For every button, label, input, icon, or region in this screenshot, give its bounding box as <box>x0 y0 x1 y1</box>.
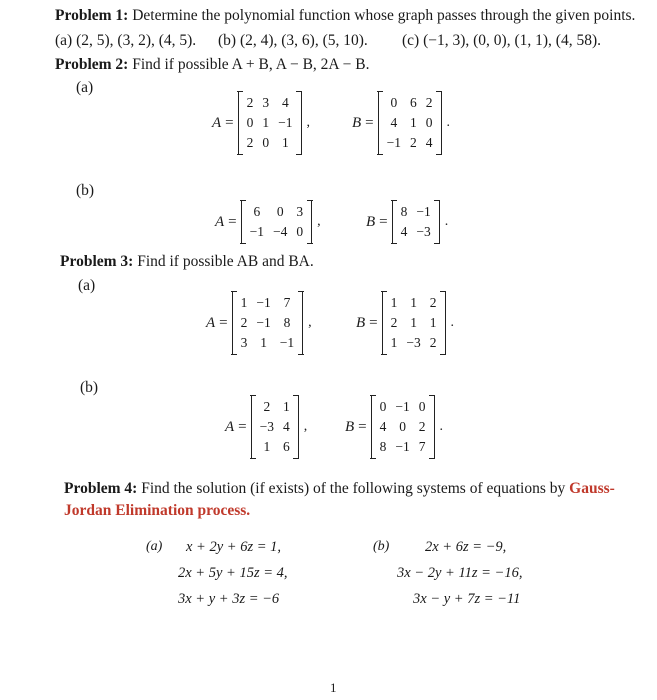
matrix-cell: 0 <box>390 95 398 110</box>
matrix-cell: 3 <box>240 335 248 350</box>
problem-3-title: Problem 3: <box>60 253 134 270</box>
p2-b-matrix-A-group <box>215 201 321 243</box>
method-name-part2: Jordan Elimination process. <box>64 502 251 519</box>
problem-3-heading <box>60 252 314 272</box>
matrix-cell: 1 <box>410 295 417 310</box>
method-name-part1: Gauss- <box>569 480 615 497</box>
matrix-A-label: A <box>225 418 235 435</box>
period: . <box>439 419 444 434</box>
p3-a-matrix-A-group <box>206 292 312 354</box>
matrix-cell: −1 <box>386 135 402 150</box>
matrix-cell: −1 <box>256 295 271 310</box>
matrix-cell: 1 <box>410 315 417 330</box>
matrix-cell: 7 <box>283 295 291 310</box>
equals-sign: = <box>358 418 367 435</box>
problem-2-part-a-label: (a) <box>76 79 94 96</box>
matrix-cell: 2 <box>240 315 248 330</box>
method-name-line2 <box>64 501 250 521</box>
p2-a-matrix-A <box>238 92 302 154</box>
page-number: 1 <box>330 680 337 695</box>
equals-sign: = <box>219 314 228 331</box>
problem-4-title: Problem 4: <box>64 480 138 497</box>
matrix-cell: −1 <box>249 224 265 239</box>
matrix-B-label: B <box>352 114 362 131</box>
matrix-cell: 2 <box>246 135 254 150</box>
matrix-A-label: A <box>215 213 225 230</box>
matrix-cell: 4 <box>390 115 398 130</box>
matrix-A-label: A <box>206 314 216 331</box>
comma: , <box>306 115 311 130</box>
system-a-eq-1: x + 2y + 6z = 1, <box>186 539 281 555</box>
problem-2-part-b-label: (b) <box>76 182 95 199</box>
period: . <box>450 315 455 330</box>
matrix-cell: −1 <box>395 399 410 414</box>
p3-b-matrix-B-group <box>345 396 443 458</box>
matrix-cell: 6 <box>253 204 261 219</box>
matrix-cell: 1 <box>429 315 437 330</box>
matrix-cell: 0 <box>379 399 387 414</box>
matrix-cell: 2 <box>429 295 437 310</box>
matrix-cell: 2 <box>390 315 398 330</box>
matrix-cell: 0 <box>246 115 254 130</box>
p3-b-matrix-A <box>251 396 299 458</box>
p3-a-matrix-B <box>382 292 446 354</box>
comma: , <box>303 419 308 434</box>
matrix-cell: 4 <box>379 419 387 434</box>
matrix-cell: 8 <box>283 315 291 330</box>
matrix-cell: 0 <box>418 399 426 414</box>
matrix-cell: 0 <box>276 204 284 219</box>
matrix-cell: 2 <box>246 95 254 110</box>
matrix-cell: 1 <box>262 115 270 130</box>
problem-2-title: Problem 2: <box>55 56 129 73</box>
matrix-B-label: B <box>345 418 355 435</box>
matrix-cell: 2 <box>410 135 417 150</box>
system-a-eq-3: 3x + y + 3z = −6 <box>178 591 280 607</box>
matrix-cell: 4 <box>425 135 433 150</box>
matrix-cell: 1 <box>240 295 248 310</box>
matrix-cell: 0 <box>425 115 433 130</box>
matrix-cell: 1 <box>281 135 289 150</box>
period: . <box>446 115 451 130</box>
equals-sign: = <box>225 114 234 131</box>
matrix-cell: −1 <box>256 315 271 330</box>
period: . <box>444 214 449 229</box>
p2-b-matrix-B-group <box>366 201 448 243</box>
problem-1-text: Determine the polynomial function whose graph passes through the given points. <box>128 7 636 24</box>
system-a-eq-2: 2x + 5y + 15z = 4, <box>178 565 288 581</box>
problem-2-text: Find if possible A + B, A − B, 2A − B. <box>128 56 370 73</box>
problem-3-part-a-label: (a) <box>78 277 96 294</box>
p3-b-matrix-B <box>371 396 435 458</box>
matrix-cell: 1 <box>410 115 417 130</box>
equals-sign: = <box>238 418 247 435</box>
matrix-cell: 6 <box>283 439 290 454</box>
matrix-cell: 1 <box>260 335 267 350</box>
system-b-label: (b) <box>373 539 390 554</box>
matrix-cell: −3 <box>416 224 431 239</box>
matrix-cell: −1 <box>278 115 293 130</box>
matrix-cell: −4 <box>273 224 288 239</box>
problem-4-text: Find the solution (if exists) of the following systems of equations by <box>137 480 570 497</box>
matrix-cell: 6 <box>410 95 417 110</box>
equals-sign: = <box>379 213 388 230</box>
problem-1-title: Problem 1: <box>55 7 129 24</box>
matrix-A-label: A <box>212 114 222 131</box>
system-b-eq-2: 3x − 2y + 11z = −16, <box>397 565 523 581</box>
p3-a-matrix-A <box>232 292 304 354</box>
equals-sign: = <box>369 314 378 331</box>
p2-b-matrix-A <box>241 201 313 243</box>
matrix-cell: 2 <box>429 335 437 350</box>
matrix-cell: 2 <box>263 399 271 414</box>
system-b <box>397 534 522 612</box>
problem-1-heading <box>55 6 635 26</box>
matrix-cell: 1 <box>390 335 398 350</box>
matrix-cell: 4 <box>283 419 290 434</box>
p3-b-matrix-A-group <box>225 396 307 458</box>
problem-3-text: Find if possible AB and BA. <box>133 253 314 270</box>
matrix-cell: 1 <box>283 399 290 414</box>
p2-a-matrix-A-group <box>212 92 310 154</box>
matrix-cell: 4 <box>281 95 289 110</box>
matrix-cell: 1 <box>263 439 271 454</box>
matrix-cell: 3 <box>262 95 270 110</box>
matrix-cell: −1 <box>395 439 410 454</box>
problem-1-part-c: (c) (−1, 3), (0, 0), (1, 1), (4, 58). <box>402 32 601 49</box>
matrix-cell: −3 <box>259 419 275 434</box>
problem-3-part-b-label: (b) <box>80 379 99 396</box>
matrix-cell: 8 <box>400 204 408 219</box>
matrix-cell: 0 <box>399 419 406 434</box>
matrix-B-label: B <box>366 213 376 230</box>
matrix-cell: 0 <box>262 135 270 150</box>
system-a <box>178 534 288 612</box>
matrix-cell: 0 <box>296 224 304 239</box>
equals-sign: = <box>365 114 374 131</box>
p2-b-matrix-B <box>392 201 440 243</box>
matrix-cell: 2 <box>418 419 426 434</box>
matrix-cell: −3 <box>406 335 421 350</box>
problem-1-part-a: (a) (2, 5), (3, 2), (4, 5). <box>55 32 197 49</box>
matrix-cell: 7 <box>418 439 426 454</box>
system-b-eq-3: 3x − y + 7z = −11 <box>413 591 521 607</box>
comma: , <box>317 214 321 229</box>
matrix-cell: 1 <box>390 295 398 310</box>
matrix-B-label: B <box>356 314 366 331</box>
system-a-label: (a) <box>146 539 163 554</box>
p3-a-matrix-B-group <box>356 292 454 354</box>
system-b-eq-1: 2x + 6z = −9, <box>425 539 507 555</box>
matrix-cell: 2 <box>425 95 433 110</box>
p2-a-matrix-B <box>378 92 442 154</box>
matrix-cell: −1 <box>279 335 295 350</box>
matrix-cell: 8 <box>379 439 387 454</box>
problem-4-heading <box>64 479 615 499</box>
comma: , <box>308 315 312 330</box>
problem-1-part-b: (b) (2, 4), (3, 6), (5, 10). <box>218 32 368 49</box>
matrix-cell: 3 <box>296 204 304 219</box>
p2-a-matrix-B-group <box>352 92 450 154</box>
matrix-cell: 4 <box>400 224 408 239</box>
matrix-cell: −1 <box>416 204 431 219</box>
equals-sign: = <box>228 213 237 230</box>
problem-2-heading <box>55 55 369 75</box>
